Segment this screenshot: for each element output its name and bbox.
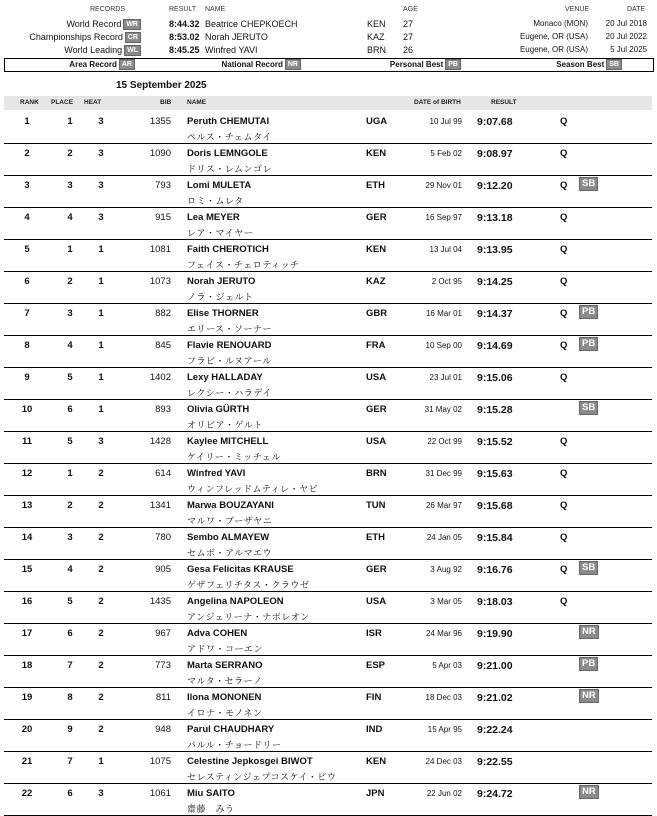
athlete-name: Parul CHAUDHARY <box>187 724 275 735</box>
nation-code: TUN <box>366 500 386 511</box>
result-time: 9:15.68 <box>477 500 513 512</box>
legend-label: Personal Best <box>389 60 444 69</box>
record-date: 20 Jul 2022 <box>605 32 647 41</box>
legend-badge: AR <box>119 59 135 70</box>
bib-cell: 780 <box>155 532 171 543</box>
nation-code: USA <box>366 372 387 383</box>
date-of-birth: 13 Jul 04 <box>429 245 462 254</box>
result-time: 9:16.76 <box>477 564 513 576</box>
result-time: 9:18.03 <box>477 596 513 608</box>
table-row <box>4 623 652 656</box>
date-of-birth: 3 Mar 05 <box>430 597 462 606</box>
athlete-name: Gesa Felicitas KRAUSE <box>187 564 294 575</box>
rank-cell: 12 <box>21 468 33 479</box>
rank-cell: 2 <box>24 148 30 159</box>
place-cell: 2 <box>67 148 73 159</box>
place-cell: 6 <box>67 628 73 639</box>
record-mark-badge: PB <box>579 657 598 671</box>
table-row <box>4 463 652 496</box>
rank-cell: 22 <box>21 788 33 799</box>
bib-cell: 1075 <box>149 756 171 767</box>
rank-cell: 20 <box>21 724 33 735</box>
athlete-name: Lea MEYER <box>187 212 240 223</box>
result-time: 9:22.55 <box>477 756 513 768</box>
athlete-name-katakana: ペルス・チェムタイ <box>187 132 272 142</box>
athlete-name: Flavie RENOUARD <box>187 340 272 351</box>
table-row <box>4 527 652 560</box>
result-time: 9:14.25 <box>477 276 513 288</box>
qualification-mark: Q <box>560 148 568 159</box>
place-cell: 3 <box>67 308 73 319</box>
athlete-name-katakana: アドワ・コーエン <box>187 644 264 654</box>
record-age: 26 <box>403 45 414 55</box>
record-mark-badge: NR <box>579 689 599 703</box>
athlete-name: Lexy HALLADAY <box>187 372 263 383</box>
legend-label: National Record <box>221 60 283 69</box>
qualification-mark: Q <box>560 308 568 319</box>
rank-cell: 11 <box>21 436 33 447</box>
athlete-name-katakana: ドリス・レムンゴレ <box>187 164 272 174</box>
heat-cell: 2 <box>98 532 104 543</box>
qualification-mark: Q <box>560 340 568 351</box>
bib-cell: 905 <box>155 564 171 575</box>
record-venue: Eugene, OR (USA) <box>519 32 588 41</box>
place-cell: 7 <box>67 756 73 767</box>
table-row <box>4 143 652 176</box>
date-of-birth: 18 Dec 03 <box>425 693 462 702</box>
rank-header: RANK <box>20 99 39 106</box>
record-badge: CR <box>125 32 141 43</box>
result-col-header: RESULT <box>169 6 197 13</box>
heat-cell: 2 <box>98 468 104 479</box>
athlete-name: Olivia GÜRTH <box>187 404 250 415</box>
nation-code: ETH <box>366 532 385 543</box>
athlete-name: Celestine Jepkosgei BIWOT <box>187 756 313 767</box>
rank-cell: 4 <box>24 212 30 223</box>
result-time: 9:07.68 <box>477 116 513 128</box>
table-row <box>4 111 652 144</box>
table-row <box>4 495 652 528</box>
athlete-name-katakana: イロナ・モノネン <box>187 708 263 718</box>
record-label <box>29 32 141 43</box>
bib-cell: 882 <box>155 308 171 319</box>
results-column-header <box>4 96 652 110</box>
record-nation: KAZ <box>367 32 385 42</box>
nation-code: GER <box>366 564 387 575</box>
event-date: 15 September 2025 <box>116 80 207 91</box>
record-legend <box>4 58 654 72</box>
legend-label: Area Record <box>69 60 117 69</box>
table-row <box>4 207 652 240</box>
result-time: 9:08.97 <box>477 148 513 160</box>
legend-item-sb <box>556 59 622 71</box>
result-time: 9:21.00 <box>477 660 513 672</box>
athlete-name-katakana: ノラ・ジェルト <box>187 292 254 302</box>
place-cell: 2 <box>67 276 73 287</box>
table-row <box>4 687 652 720</box>
rank-cell: 13 <box>21 500 33 511</box>
athlete-name-katakana: マルタ・セラーノ <box>187 676 263 686</box>
rank-cell: 17 <box>21 628 33 639</box>
bib-cell: 811 <box>155 692 171 703</box>
bib-header: BIB <box>160 99 172 106</box>
nation-code: USA <box>366 436 387 447</box>
bib-cell: 1090 <box>149 148 171 159</box>
record-nation: KEN <box>367 19 386 29</box>
record-date: 5 Jul 2025 <box>610 45 647 54</box>
result-time: 9:19.90 <box>477 628 513 640</box>
rank-cell: 6 <box>24 276 30 287</box>
bib-cell: 793 <box>155 180 171 191</box>
record-label <box>66 19 141 30</box>
athlete-name-katakana: パルル・チョードリー <box>187 740 282 750</box>
bib-cell: 948 <box>155 724 171 735</box>
athlete-name-katakana: レア・マイヤー <box>187 228 254 238</box>
date-of-birth: 24 Dec 03 <box>425 757 462 766</box>
date-of-birth: 26 Mar 97 <box>425 501 462 510</box>
qualification-mark: Q <box>560 596 568 607</box>
heat-cell: 1 <box>98 276 104 287</box>
table-row <box>4 399 652 432</box>
legend-badge: SB <box>606 59 622 70</box>
record-venue: Monaco (MON) <box>533 19 588 28</box>
nation-code: IND <box>366 724 383 735</box>
bib-cell: 1081 <box>149 244 171 255</box>
athlete-name: Peruth CHEMUTAI <box>187 116 270 127</box>
date-of-birth: 24 Mar 96 <box>425 629 462 638</box>
rank-cell: 19 <box>21 692 33 703</box>
athlete-name-katakana: エリース・ソーナー <box>187 324 273 334</box>
qualification-mark: Q <box>560 212 568 223</box>
athlete-name: Norah JERUTO <box>187 276 256 287</box>
date-of-birth: 5 Feb 02 <box>430 149 462 158</box>
qualification-mark: Q <box>560 244 568 255</box>
table-row <box>4 783 652 816</box>
qualification-mark: Q <box>560 468 568 479</box>
nation-code: FRA <box>366 340 386 351</box>
bib-cell: 845 <box>155 340 171 351</box>
heat-cell: 2 <box>98 596 104 607</box>
table-row <box>4 239 652 272</box>
records-col-header: RECORDS <box>90 6 126 13</box>
qualification-mark: Q <box>560 436 568 447</box>
nation-code: GER <box>366 212 387 223</box>
place-cell: 3 <box>67 532 73 543</box>
rank-cell: 3 <box>24 180 30 191</box>
nation-code: KEN <box>366 148 387 159</box>
record-badge: WL <box>124 45 141 56</box>
athlete-name-katakana: マルワ・ブーザヤニ <box>187 516 273 526</box>
date-of-birth: 10 Sep 00 <box>425 341 462 350</box>
bib-cell: 1402 <box>149 372 171 383</box>
record-age: 27 <box>403 19 414 29</box>
heat-cell: 1 <box>98 308 104 319</box>
place-cell: 3 <box>67 180 73 191</box>
heat-cell: 1 <box>98 404 104 415</box>
place-cell: 1 <box>67 116 73 127</box>
date-of-birth: 23 Jul 01 <box>429 373 462 382</box>
place-cell: 7 <box>67 660 73 671</box>
nation-code: UGA <box>366 116 388 127</box>
rank-cell: 15 <box>21 564 33 575</box>
qualification-mark: Q <box>560 532 568 543</box>
heat-header: HEAT <box>84 99 102 106</box>
date-of-birth: 15 Apr 95 <box>427 725 462 734</box>
athlete-name-katakana: フェイス・チェロティッチ <box>187 260 300 270</box>
date-of-birth: 16 Sep 97 <box>425 213 462 222</box>
bib-cell: 773 <box>155 660 171 671</box>
rank-cell: 9 <box>24 372 30 383</box>
athlete-name: Angelina NAPOLEON <box>187 596 284 607</box>
nation-code: USA <box>366 596 387 607</box>
date-of-birth: 16 Mar 01 <box>425 309 462 318</box>
name-col-header: NAME <box>205 6 226 13</box>
date-of-birth: 31 Dec 99 <box>425 469 462 478</box>
rank-cell: 14 <box>21 532 33 543</box>
heat-cell: 1 <box>98 340 104 351</box>
record-holder-name: Norah JERUTO <box>205 32 268 42</box>
athlete-name: Kaylee MITCHELL <box>187 436 269 447</box>
bib-cell: 1428 <box>149 436 171 447</box>
result-header: RESULT <box>491 99 517 106</box>
legend-badge: NR <box>285 59 301 70</box>
date-of-birth: 2 Oct 95 <box>431 277 462 286</box>
venue-col-header: VENUE <box>565 6 590 13</box>
date-of-birth: 5 Apr 03 <box>432 661 462 670</box>
heat-cell: 3 <box>98 788 104 799</box>
athlete-name: Marwa BOUZAYANI <box>187 500 274 511</box>
athlete-name-katakana: フラビ・ルヌアール <box>187 356 272 366</box>
place-cell: 1 <box>67 468 73 479</box>
table-row <box>4 655 652 688</box>
date-of-birth: 10 Jul 99 <box>429 117 462 126</box>
heat-cell: 3 <box>98 212 104 223</box>
heat-cell: 2 <box>98 628 104 639</box>
qualification-mark: Q <box>560 372 568 383</box>
place-cell: 4 <box>67 564 73 575</box>
legend-item-ar <box>69 59 135 71</box>
result-time: 9:14.37 <box>477 308 513 320</box>
record-mark-badge: PB <box>579 305 598 319</box>
nation-code: JPN <box>366 788 385 799</box>
athlete-name: Elise THORNER <box>187 308 259 319</box>
bib-cell: 1073 <box>149 276 171 287</box>
place-cell: 6 <box>67 788 73 799</box>
record-holder-name: Beatrice CHEPKOECH <box>205 19 298 29</box>
bib-cell: 1355 <box>149 116 171 127</box>
heat-cell: 1 <box>98 372 104 383</box>
bib-cell: 893 <box>155 404 171 415</box>
bib-cell: 1341 <box>149 500 171 511</box>
result-time: 9:13.95 <box>477 244 513 256</box>
athlete-name-katakana: セレスティンジェプコスケイ・ビウ <box>187 772 337 782</box>
place-cell: 4 <box>67 340 73 351</box>
heat-cell: 3 <box>98 436 104 447</box>
date-of-birth: 3 Aug 92 <box>430 565 462 574</box>
record-mark-badge: NR <box>579 785 599 799</box>
dob-header: DATE of BIRTH <box>414 99 461 106</box>
record-nation: BRN <box>367 45 387 55</box>
heat-cell: 2 <box>98 564 104 575</box>
nation-code: KEN <box>366 756 387 767</box>
record-badge: WR <box>123 19 141 30</box>
table-row <box>4 367 652 400</box>
result-time: 9:15.28 <box>477 404 513 416</box>
result-time: 9:15.84 <box>477 532 513 544</box>
record-label-text: World Leading <box>64 45 123 55</box>
record-mark-badge: PB <box>579 337 598 351</box>
table-row <box>4 335 652 368</box>
date-of-birth: 31 May 02 <box>424 405 462 414</box>
nation-code: GER <box>366 404 387 415</box>
bib-cell: 967 <box>155 628 171 639</box>
place-cell: 5 <box>67 596 73 607</box>
result-time: 9:13.18 <box>477 212 513 224</box>
record-label-text: Championships Record <box>29 32 123 42</box>
rank-cell: 18 <box>21 660 33 671</box>
result-time: 9:15.52 <box>477 436 513 448</box>
athlete-name: Adva COHEN <box>187 628 248 639</box>
table-row <box>4 175 652 208</box>
place-cell: 4 <box>67 212 73 223</box>
nation-code: GBR <box>366 308 388 319</box>
date-of-birth: 24 Jan 05 <box>426 533 462 542</box>
table-row <box>4 431 652 464</box>
heat-cell: 2 <box>98 692 104 703</box>
athlete-name: Sembo ALMAYEW <box>187 532 270 543</box>
place-cell: 5 <box>67 436 73 447</box>
table-row <box>4 719 652 752</box>
athlete-name-katakana: セムボ・アルマエウ <box>187 548 273 558</box>
athlete-name: Doris LEMNGOLE <box>187 148 268 159</box>
heat-cell: 1 <box>98 756 104 767</box>
legend-label: Season Best <box>556 60 605 69</box>
record-venue: Eugene, OR (USA) <box>519 45 588 54</box>
record-mark-badge: SB <box>579 177 598 191</box>
rank-cell: 7 <box>24 308 30 319</box>
age-col-header: AGE <box>403 6 418 13</box>
legend-item-nr <box>222 59 301 71</box>
date-col-header: DATE <box>627 6 646 13</box>
table-row <box>4 559 652 592</box>
rank-cell: 1 <box>24 116 30 127</box>
athlete-name: Miu SAITO <box>187 788 235 799</box>
athlete-name: Winfred YAVI <box>187 468 246 479</box>
table-row <box>4 591 652 624</box>
qualification-mark: Q <box>560 116 568 127</box>
heat-cell: 3 <box>98 148 104 159</box>
athlete-name-katakana: アンジェリーナ・ナポレオン <box>187 612 310 622</box>
name-header: NAME <box>187 99 207 106</box>
athlete-name-katakana: ウィンフレッドムティレ・ヤビ <box>187 484 319 494</box>
athlete-name: Ilona MONONEN <box>187 692 262 703</box>
result-time: 9:14.69 <box>477 340 513 352</box>
heat-cell: 2 <box>98 724 104 735</box>
result-time: 9:21.02 <box>477 692 513 704</box>
result-time: 9:15.63 <box>477 468 513 480</box>
bib-cell: 1061 <box>149 788 171 799</box>
record-label-text: World Record <box>66 19 122 29</box>
qualification-mark: Q <box>560 500 568 511</box>
record-label <box>64 45 141 56</box>
legend-item-pb <box>390 59 461 71</box>
result-time: 9:15.06 <box>477 372 513 384</box>
nation-code: FIN <box>366 692 382 703</box>
place-cell: 2 <box>67 500 73 511</box>
place-cell: 5 <box>67 372 73 383</box>
bib-cell: 915 <box>155 212 171 223</box>
qualification-mark: Q <box>560 564 568 575</box>
nation-code: KEN <box>366 244 387 255</box>
nation-code: ETH <box>366 180 385 191</box>
record-result: 8:53.02 <box>169 32 200 42</box>
record-holder-name: Winfred YAVI <box>205 45 258 55</box>
date-of-birth: 29 Nov 01 <box>425 181 462 190</box>
record-mark-badge: SB <box>579 401 598 415</box>
date-of-birth: 22 Oct 99 <box>427 437 462 446</box>
athlete-name-katakana: オリビア・ゲルト <box>187 420 263 430</box>
athlete-name-katakana: 齋藤 みう <box>187 804 235 814</box>
bib-cell: 614 <box>155 468 171 479</box>
place-cell: 6 <box>67 404 73 415</box>
record-mark-badge: NR <box>579 625 599 639</box>
record-result: 8:44.32 <box>169 19 200 29</box>
result-time: 9:12.20 <box>477 180 513 192</box>
nation-code: BRN <box>366 468 387 479</box>
rank-cell: 16 <box>21 596 33 607</box>
table-row <box>4 271 652 304</box>
athlete-name: Faith CHEROTICH <box>187 244 269 255</box>
date-of-birth: 22 Jun 02 <box>426 789 462 798</box>
table-row <box>4 751 652 784</box>
athlete-name: Lomi MULETA <box>187 180 252 191</box>
rank-cell: 21 <box>21 756 33 767</box>
nation-code: ISR <box>366 628 382 639</box>
result-time: 9:22.24 <box>477 724 513 736</box>
place-cell: 1 <box>67 244 73 255</box>
place-header: PLACE <box>51 99 74 106</box>
table-row <box>4 303 652 336</box>
heat-cell: 2 <box>98 500 104 511</box>
bib-cell: 1435 <box>149 596 171 607</box>
record-result: 8:45.25 <box>169 45 200 55</box>
athlete-name: Marta SERRANO <box>187 660 263 671</box>
nation-code: ESP <box>366 660 386 671</box>
place-cell: 8 <box>67 692 73 703</box>
heat-cell: 3 <box>98 116 104 127</box>
rank-cell: 5 <box>24 244 30 255</box>
athlete-name-katakana: ロミ・ムレタ <box>187 196 244 206</box>
athlete-name-katakana: レクシー・ハラデイ <box>187 388 272 398</box>
athlete-name-katakana: ケイリー・ミッチェル <box>187 452 281 462</box>
heat-cell: 1 <box>98 244 104 255</box>
result-time: 9:24.72 <box>477 788 513 800</box>
qualification-mark: Q <box>560 276 568 287</box>
record-date: 20 Jul 2018 <box>605 19 647 28</box>
record-age: 27 <box>403 32 414 42</box>
record-mark-badge: SB <box>579 561 598 575</box>
nation-code: KAZ <box>366 276 386 287</box>
heat-cell: 3 <box>98 180 104 191</box>
qualification-mark: Q <box>560 180 568 191</box>
heat-cell: 2 <box>98 660 104 671</box>
rank-cell: 10 <box>21 404 33 415</box>
athlete-name-katakana: ゲザフェリチタス・クラウゼ <box>187 580 310 590</box>
rank-cell: 8 <box>24 340 30 351</box>
legend-badge: PB <box>445 59 461 70</box>
place-cell: 9 <box>67 724 73 735</box>
